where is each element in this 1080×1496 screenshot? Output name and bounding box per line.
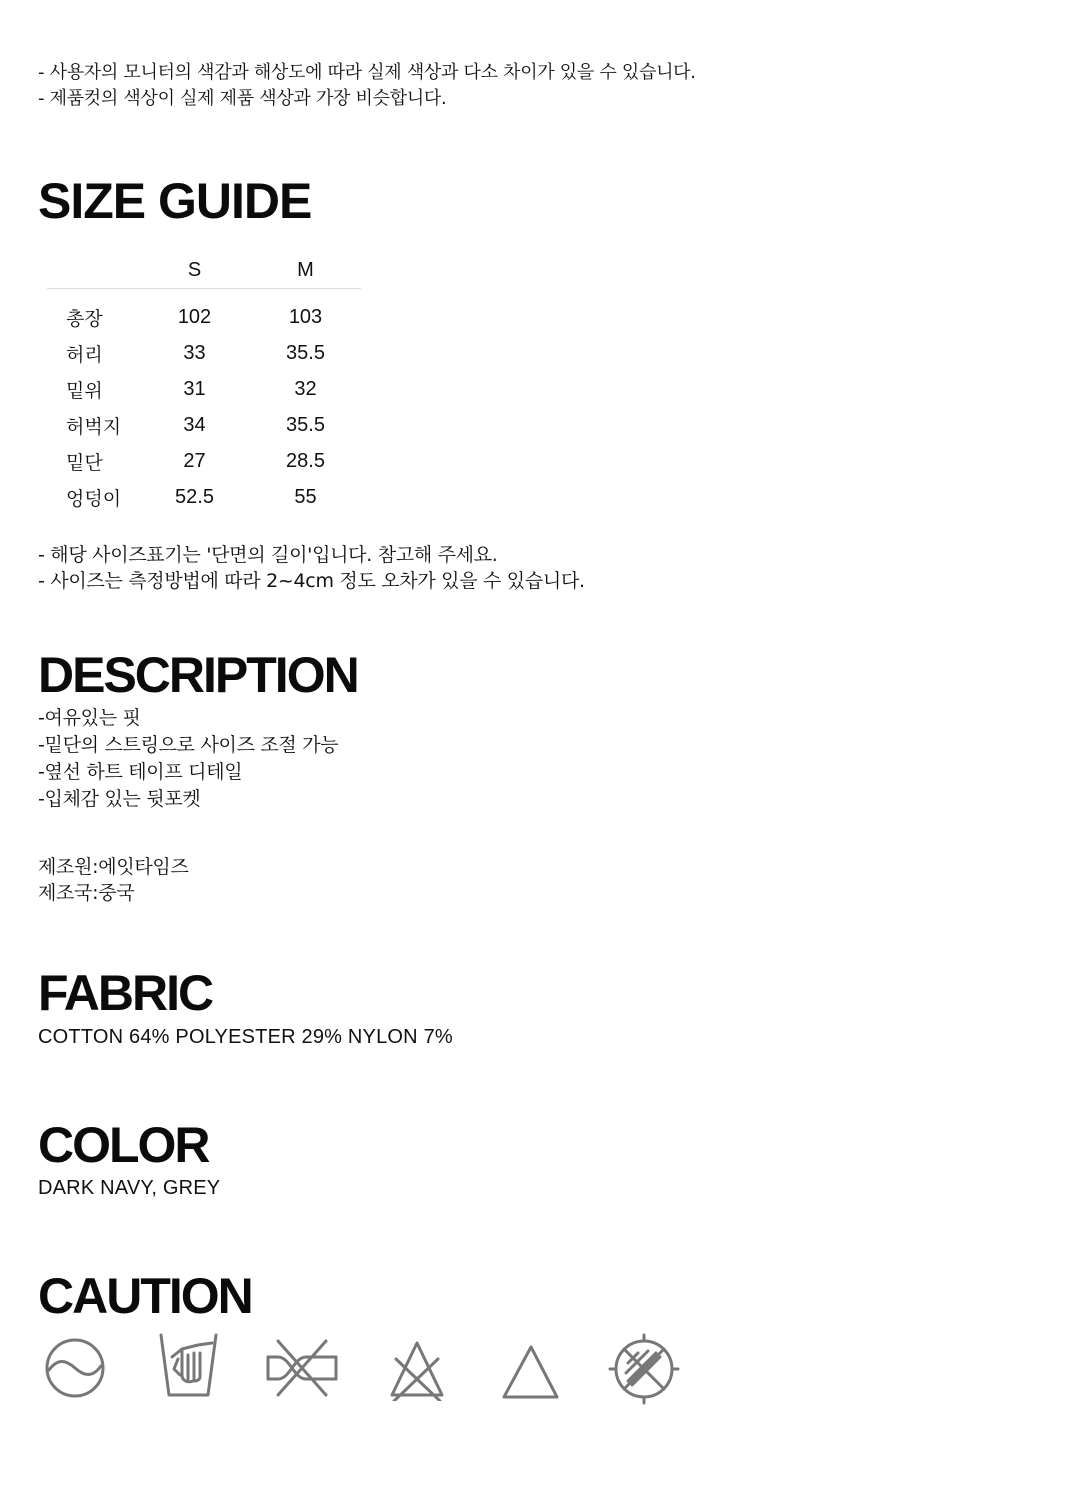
list-item: -옆선 하트 테이프 디테일 (38, 761, 243, 783)
cell-s: 31 (183, 377, 206, 400)
size-notes (38, 542, 585, 594)
notice-line: - 사용자의 모니터의 색감과 해상도에 따라 실제 색상과 다소 차이가 있을 수 있습니다. (38, 62, 696, 83)
care-icons (40, 1337, 700, 1417)
notice-line: - 제품컷의 색상이 실제 제품 색상과 가장 비슷합니다. (38, 88, 447, 109)
table-row (47, 407, 361, 443)
table-row (47, 335, 361, 371)
size-guide-title: SIZE GUIDE (38, 173, 312, 229)
cell-s: 34 (183, 413, 206, 436)
cell-m: 35.5 (286, 413, 325, 436)
size-table-header (47, 252, 361, 289)
cell-s: 52.5 (175, 485, 214, 508)
cell-s: 102 (177, 305, 212, 328)
color-notice (38, 60, 696, 112)
description-list (38, 705, 338, 813)
size-note-line: - 해당 사이즈표기는 '단면의 길이'입니다. 참고해 주세요. (38, 544, 498, 566)
do-not-tumble-dry-icon (608, 1333, 680, 1405)
cell-s: 27 (183, 449, 206, 472)
country-of-origin: 제조국:중국 (38, 882, 135, 904)
list-item: -여유있는 핏 (38, 707, 141, 729)
fabric-title: FABRIC (38, 965, 213, 1021)
hand-wash-icon (158, 1329, 220, 1403)
row-label: 허벅지 (66, 415, 122, 438)
cell-m: 32 (294, 377, 317, 400)
wash-in-water-icon (44, 1337, 106, 1399)
table-row (47, 479, 361, 515)
bleach-allowed-icon (500, 1343, 562, 1401)
list-item: -입체감 있는 뒷포켓 (38, 788, 201, 810)
row-label: 밑단 (66, 451, 103, 474)
table-row (47, 289, 361, 336)
cell-m: 35.5 (286, 341, 325, 364)
cell-m: 28.5 (286, 449, 325, 472)
cell-m: 55 (294, 485, 317, 508)
size-header-s: S (139, 252, 250, 289)
fabric-composition: COTTON 64% POLYESTER 29% NYLON 7% (38, 1026, 453, 1048)
row-label: 엉덩이 (66, 487, 122, 510)
size-header-blank (47, 252, 139, 289)
row-label: 밑위 (66, 379, 103, 402)
cell-m: 103 (288, 305, 323, 328)
do-not-bleach-icon (386, 1339, 448, 1401)
size-note-line: - 사이즈는 측정방법에 따라 2~4cm 정도 오차가 있을 수 있습니다. (38, 570, 585, 592)
description-title: DESCRIPTION (38, 647, 358, 703)
row-label: 총장 (66, 307, 103, 330)
cell-s: 33 (183, 341, 206, 364)
caution-title: CAUTION (38, 1268, 252, 1324)
color-title: COLOR (38, 1117, 209, 1173)
size-table (47, 252, 361, 515)
row-label: 허리 (66, 343, 103, 366)
manufacturer: 제조원:에잇타임즈 (38, 856, 189, 878)
do-not-wring-icon (266, 1337, 338, 1399)
color-options: DARK NAVY, GREY (38, 1177, 221, 1199)
table-row (47, 371, 361, 407)
table-row (47, 443, 361, 479)
manufacturer-info (38, 854, 189, 906)
size-header-m: M (250, 252, 361, 289)
list-item: -밑단의 스트링으로 사이즈 조절 가능 (38, 734, 339, 756)
